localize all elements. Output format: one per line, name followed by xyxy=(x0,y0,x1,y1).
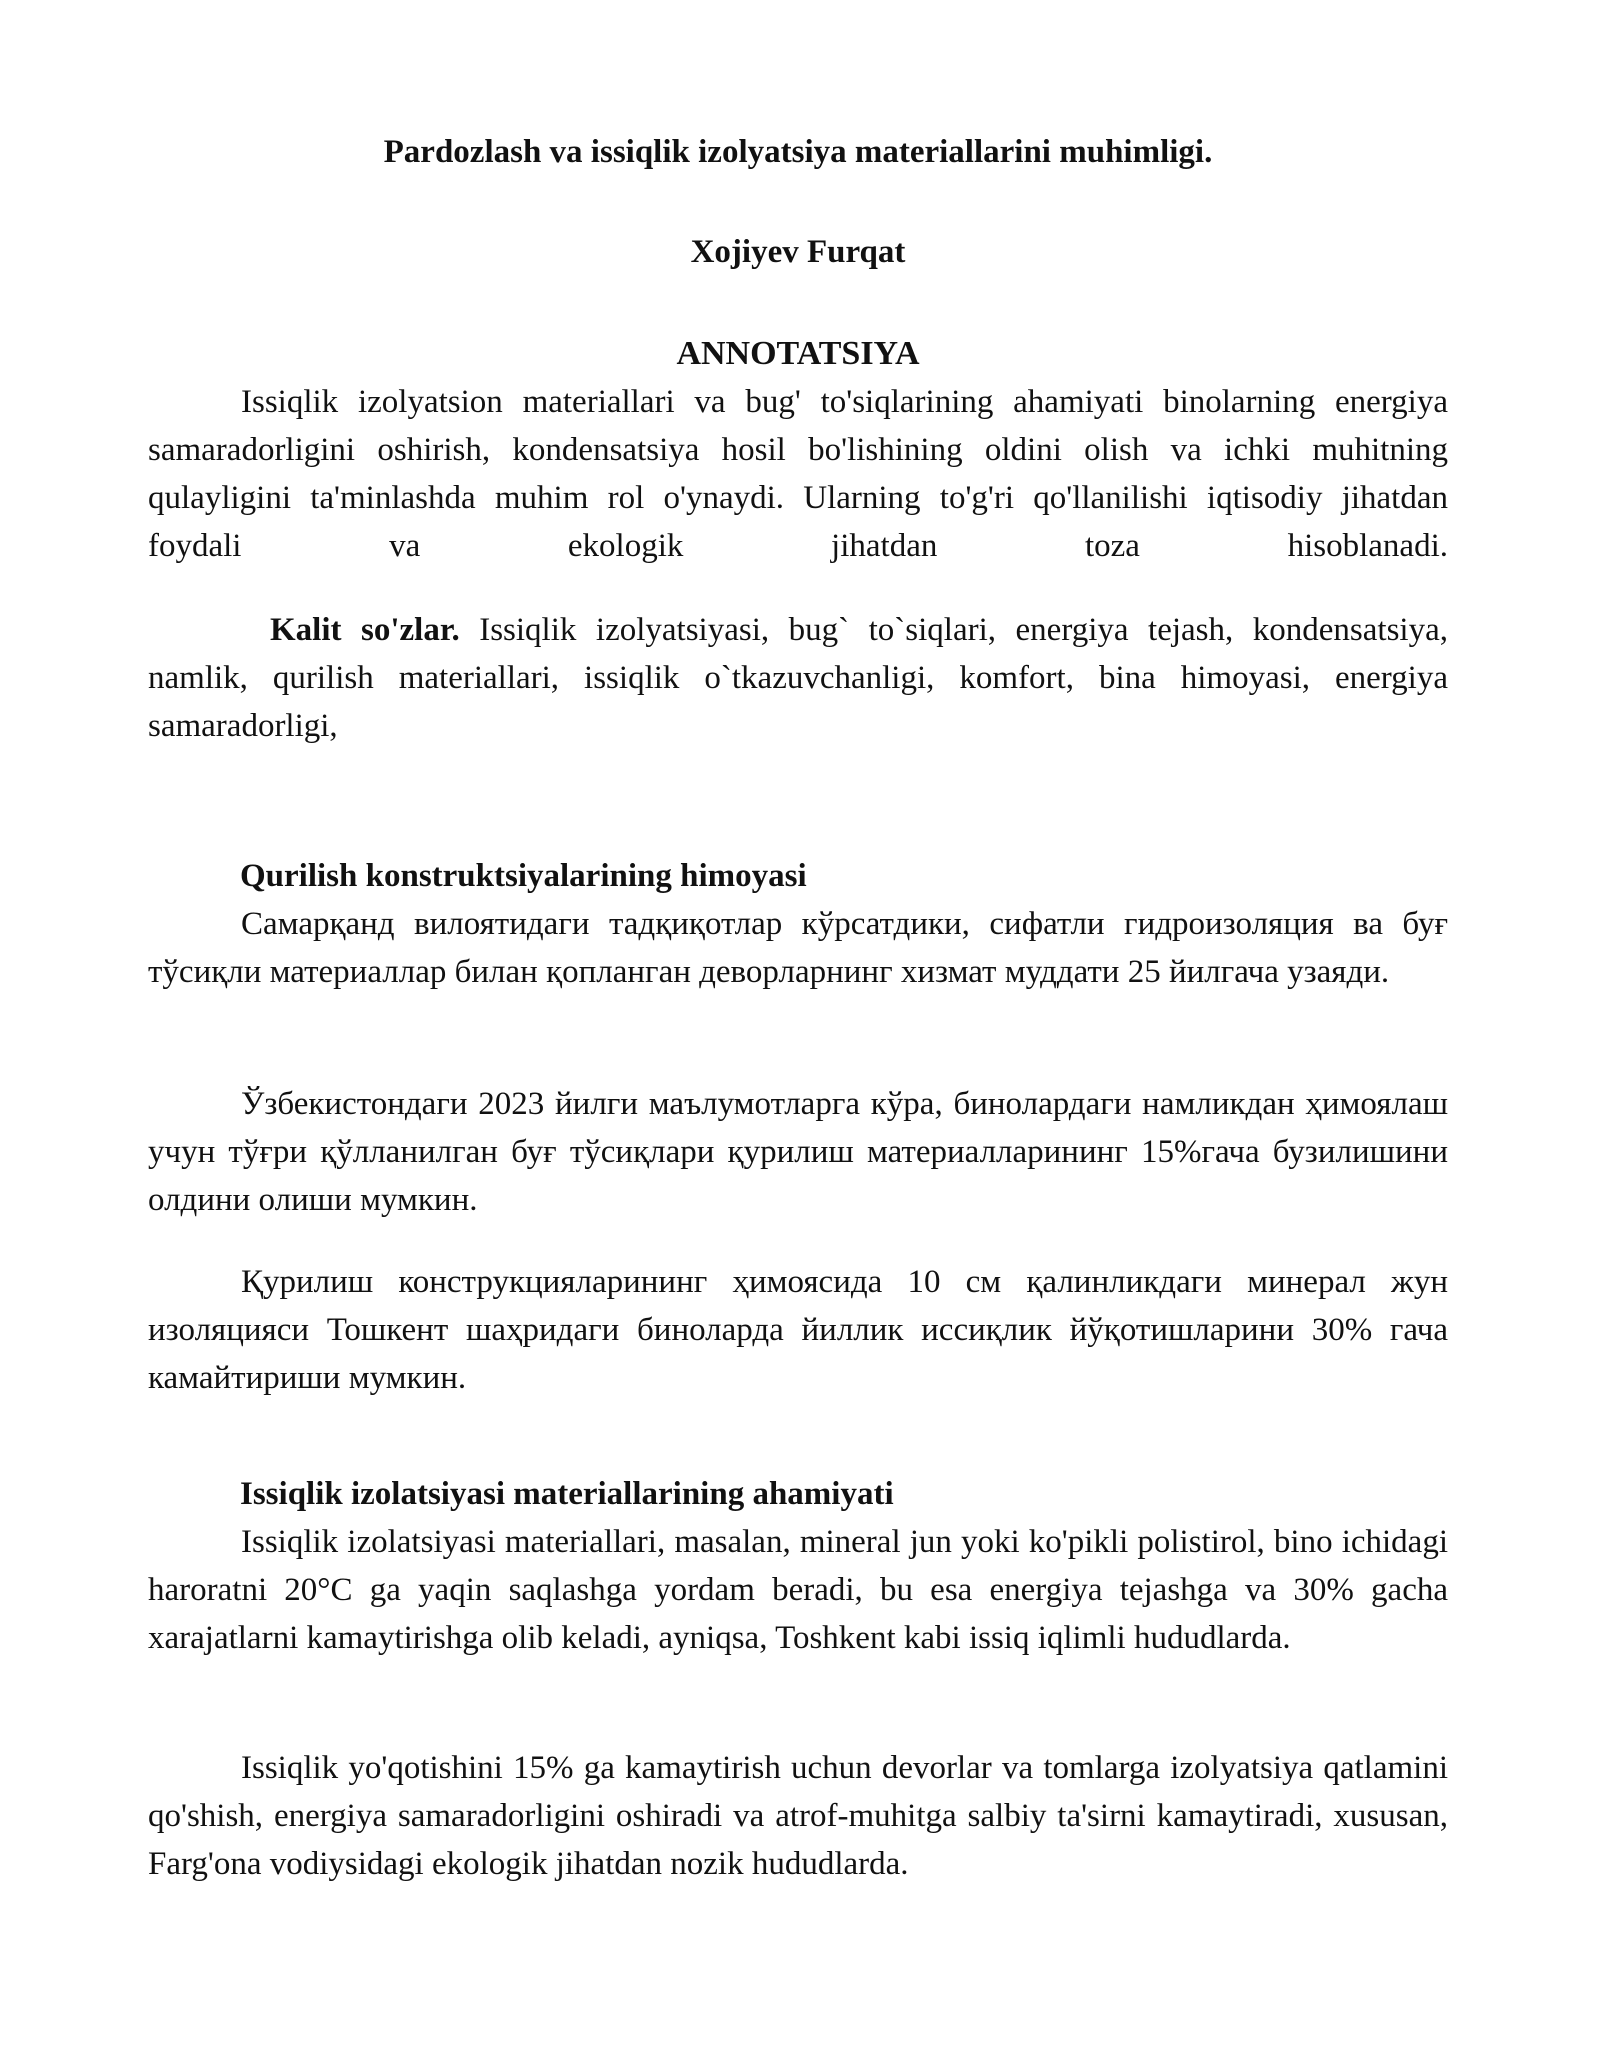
annotation-paragraph: Issiqlik izolyatsion materiallari va bug' to'siqlarining ahamiyati binolarning energiya samaradorligini oshirish, kondensatsiya hosil bo'lishining oldini olish va ichki muhitning qulayligini ta'minlashda muhim rol o'ynaydi. Ularning to'g'ri qo'llanilishi iqtisodiy jihatdan foydali va ekologik jihatdan toza hisoblanadi. xyxy=(148,384,1448,564)
section1-paragraph-2: Ўзбекистондаги 2023 йилги маълумотларга кўра, бинолардаги намликдан ҳимоялаш учун тўғри қўлланилган буғ тўсиқлари қурилиш материалларининг 15%гача бузилишини олдини олиши мумкин. xyxy=(148,1086,1448,1218)
section1-paragraph-3: Қурилиш конструкцияларининг ҳимоясида 10 см қалинликдаги минерал жун изоляцияси Тошкент шаҳридаги биноларда йиллик иссиқлик йўқотишларини 30% гача камайтириши мумкин. xyxy=(148,1264,1448,1396)
section-heading-construction-protection: Qurilish konstruktsiyalarining himoyasi xyxy=(240,858,807,894)
keywords-paragraph xyxy=(148,606,1448,750)
author-name: Xojiyev Furqat xyxy=(690,234,906,270)
keywords-list: Issiqlik izolyatsiyasi, bug` to`siqlari, energiya tejash, kondensatsiya, namlik, qurilish materiallari, issiqlik o`tkazuvchanligi, komfort, bina himoyasi, energiya samaradorligi, xyxy=(148,612,1448,744)
annotation-heading: ANNOTATSIYA xyxy=(676,335,920,372)
section2-paragraph-1: Issiqlik izolatsiyasi materiallari, masalan, mineral jun yoki ko'pikli polistirol, bino ichidagi haroratni 20°C ga yaqin saqlashga yordam beradi, bu esa energiya tejashga va 30% gacha xarajatlarni kamaytirishga olib keladi, ayniqsa, Toshkent kabi issiq iqlimli hududlarda. xyxy=(148,1524,1448,1656)
section2-paragraph-2: Issiqlik yo'qotishini 15% ga kamaytirish uchun devorlar va tomlarga izolyatsiya qatlamini qo'shish, energiya samaradorligini oshiradi va atrof-muhitga salbiy ta'sirni kamaytiradi, xususan, Farg'ona vodiysidagi ekologik jihatdan nozik hududlarda. xyxy=(148,1750,1448,1882)
keywords-label: Kalit so'zlar. xyxy=(270,612,460,648)
document-title: Pardozlash va issiqlik izolyatsiya materiallarini muhimligi. xyxy=(383,134,1213,170)
section-heading-insulation-importance: Issiqlik izolatsiyasi materiallarining ahamiyati xyxy=(240,1476,894,1512)
section1-paragraph-1: Самарқанд вилоятидаги тадқиқотлар кўрсатдики, сифатли гидроизоляция ва буғ тўсиқли материаллар билан қопланган деворларнинг хизмат муддати 25 йилгача узаяди. xyxy=(148,906,1448,990)
